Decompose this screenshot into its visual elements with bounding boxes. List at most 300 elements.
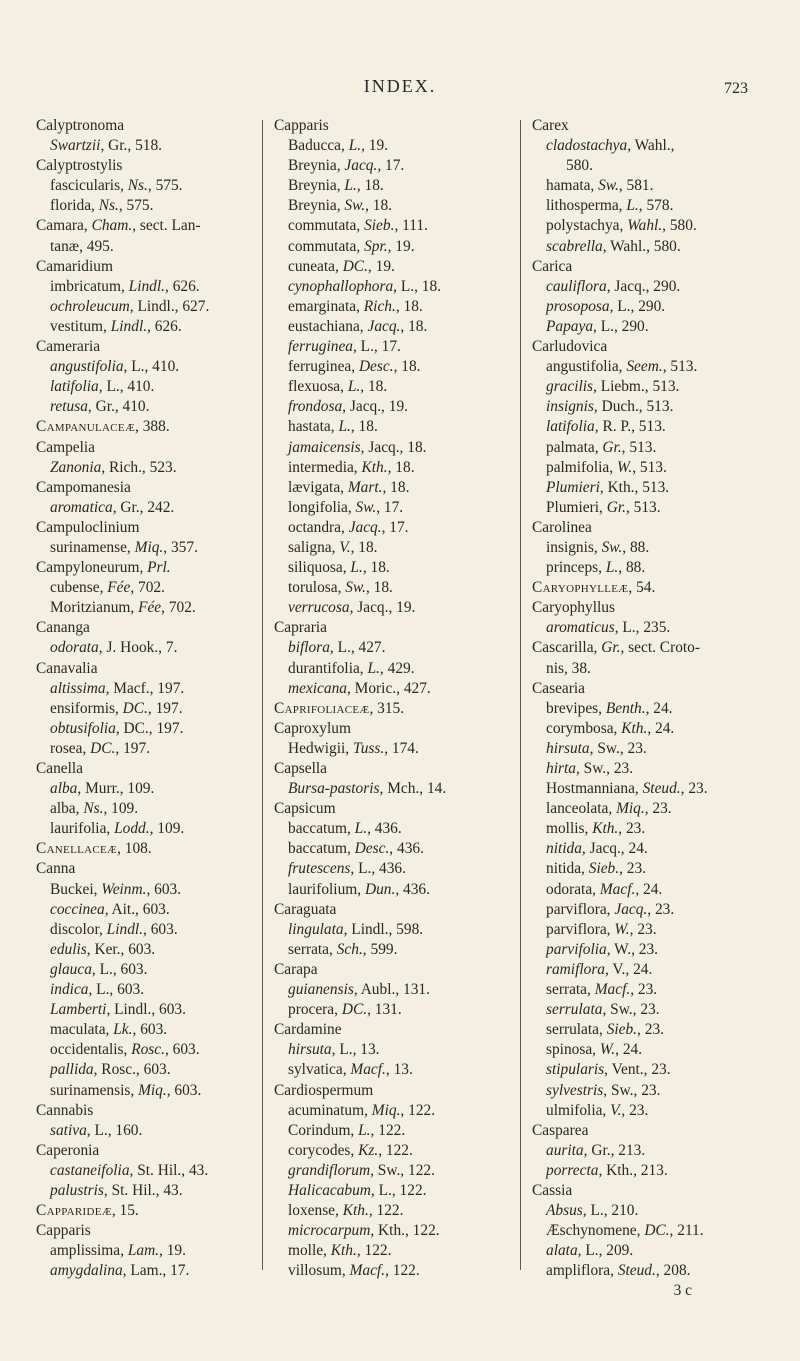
entry-text: , 13. [385, 1061, 413, 1079]
entry-text: maculata, [50, 1021, 114, 1039]
entry-text: , 19. [159, 1242, 186, 1260]
index-subentry [532, 719, 772, 739]
entry-text: , 23. [619, 860, 647, 878]
entry-text: , 23. [629, 920, 657, 938]
entry-text: , 513. [662, 358, 698, 376]
italic-text: Ns. [83, 800, 104, 818]
italic-text: castaneifolia [50, 1161, 130, 1179]
entry-text: sylvatica, [288, 1061, 351, 1079]
entry-text: , 122. [385, 1262, 420, 1280]
entry-text: , W., 23. [606, 940, 659, 958]
italic-text: Fée [138, 599, 162, 617]
italic-text: Lindl. [110, 317, 148, 335]
index-subentry [532, 618, 772, 638]
index-subentry [274, 558, 522, 578]
index-subentry [532, 196, 772, 216]
entry-text: , Jacq., 19. [349, 599, 416, 617]
italic-text: porrecta [546, 1161, 599, 1179]
entry-text: , 436. [389, 840, 424, 858]
entry-text: 3 c [673, 1282, 692, 1300]
entry-text: loxense, [288, 1202, 343, 1220]
index-subentry [36, 1000, 276, 1020]
index-subentry [274, 216, 522, 236]
entry-text: , 122. [400, 1101, 436, 1119]
entry-text: , 702. [130, 579, 165, 597]
family-name: Caprifoliaceæ [274, 699, 370, 717]
index-subentry [274, 1121, 522, 1141]
italic-text: Rich. [363, 297, 396, 315]
entry-text: durantifolia, [288, 659, 368, 677]
entry-text: , L., 17. [352, 338, 401, 356]
entry-text: , Lindl., 603. [106, 1001, 186, 1019]
entry-text: ampliflora, [546, 1262, 618, 1280]
entry-text: , 109. [103, 800, 139, 818]
italic-text: L. [348, 137, 362, 155]
index-subentry [36, 699, 276, 719]
entry-text: , 19. [387, 237, 415, 255]
index-entry-heading [532, 1121, 772, 1141]
entry-text: Hostmanniana, [546, 780, 643, 798]
index-entry-heading [36, 618, 276, 638]
entry-text: , 23. [680, 780, 708, 798]
entry-text: , 24. [615, 1041, 643, 1059]
entry-text: spinosa, [546, 1041, 600, 1059]
italic-text: Seem. [626, 358, 663, 376]
entry-text: baccatum, [288, 840, 355, 858]
italic-text: Gr. [606, 498, 626, 516]
italic-text: Lindl. [106, 920, 144, 938]
entry-text: , L., 122. [370, 1181, 427, 1199]
index-subentry [36, 357, 276, 377]
family-name: Caryophylleæ [532, 579, 629, 597]
index-subentry [532, 1081, 772, 1101]
index-subentry [36, 1121, 276, 1141]
entry-text: , L., 603. [91, 960, 148, 978]
index-subentry [532, 819, 772, 839]
index-subentry [274, 859, 522, 879]
index-subentry [274, 779, 522, 799]
entry-text: , Kth., 513. [599, 478, 670, 496]
entry-text: , 603. [132, 1021, 168, 1039]
entry-text: cubense, [50, 579, 108, 597]
italic-text: hirsuta [288, 1041, 332, 1059]
index-subentry [36, 277, 276, 297]
index-subentry [532, 1221, 772, 1241]
entry-text: baccatum, [288, 820, 355, 838]
index-subentry [36, 779, 276, 799]
italic-text: biflora [288, 639, 330, 657]
italic-text: Ns. [98, 197, 119, 215]
italic-text: Miq. [134, 538, 164, 556]
index-entry-heading [36, 337, 276, 357]
entry-text: , sect. Croto- [620, 639, 700, 657]
italic-text: L. [626, 197, 639, 215]
index-subentry [36, 317, 276, 337]
italic-text: Jacq. [614, 900, 648, 918]
index-subentry [532, 176, 772, 196]
index-subentry [274, 377, 522, 397]
entry-text: , Rich., 523. [101, 458, 177, 476]
index-subentry [36, 196, 276, 216]
italic-text: Sw. [355, 498, 377, 516]
italic-text: amygdalina [50, 1262, 123, 1280]
index-subentry [36, 900, 276, 920]
entry-text: , sect. Lan- [132, 217, 201, 235]
entry-text: , 575. [118, 197, 154, 215]
index-subentry [532, 1020, 772, 1040]
entry-text: , Vent., 23. [604, 1061, 671, 1079]
entry-text: , 18. [382, 478, 410, 496]
entry-text: Casearia [532, 679, 585, 697]
entry-text: , Lindl., 627. [129, 297, 210, 315]
italic-text: Cham. [91, 217, 133, 235]
italic-text: Zanonia [50, 458, 102, 476]
index-subentry [532, 498, 772, 518]
entry-text: , 18. [400, 317, 428, 335]
italic-text: hirta [546, 760, 576, 777]
index-subentry [36, 819, 276, 839]
entry-text: , L., 235. [614, 619, 671, 637]
entry-text: , 208. [655, 1262, 691, 1280]
index-subentry [36, 980, 276, 1000]
index-subentry [274, 659, 522, 679]
entry-text: , Ker., 603. [86, 940, 156, 958]
index-subentry [36, 397, 276, 417]
entry-text: nitida, [546, 860, 589, 878]
entry-text: Camaridium [36, 257, 113, 275]
index-subentry [274, 337, 522, 357]
italic-text: Spr. [364, 237, 388, 255]
entry-text: , Gr., 518. [100, 137, 163, 155]
entry-text: emarginata, [288, 297, 364, 315]
entry-text: , 603. [146, 880, 182, 898]
entry-text: , Ait., 603. [104, 900, 170, 918]
index-entry-heading [274, 1020, 522, 1040]
index-subentry [532, 1241, 772, 1261]
italic-text: L. [344, 177, 357, 195]
entry-text: , L., 18. [393, 277, 442, 295]
index-subentry [532, 940, 772, 960]
index-subentry [36, 237, 276, 257]
entry-text: , L., 290. [609, 297, 666, 315]
index-subentry [532, 1261, 772, 1281]
entry-text: parviflora, [546, 920, 615, 938]
italic-text: Gr. [601, 639, 621, 657]
entry-text: , 122. [368, 1202, 404, 1220]
index-subentry [532, 1101, 772, 1121]
italic-text: Macf. [594, 981, 631, 999]
index-entry-heading [36, 1201, 276, 1221]
italic-text: frutescens [288, 860, 351, 878]
italic-text: DC. [342, 257, 368, 275]
index-subentry [532, 357, 772, 377]
entry-text: Camara, [36, 217, 92, 235]
italic-text: aromatica [50, 498, 113, 516]
entry-text: Breynia, [288, 197, 345, 215]
italic-text: glauca [50, 960, 92, 978]
entry-text: , 17. [376, 498, 404, 516]
italic-text: Sch. [336, 940, 363, 958]
italic-text: indica [50, 981, 89, 999]
index-subentry [274, 478, 522, 498]
italic-text: Ns. [127, 177, 148, 195]
entry-text: , L., 210. [582, 1202, 639, 1220]
italic-text: cladostachya [546, 137, 628, 155]
italic-text: lingulata [288, 920, 344, 938]
entry-text: , 575. [147, 177, 183, 195]
index-subentry [274, 598, 522, 618]
index-subentry [274, 397, 522, 417]
italic-text: Sieb. [606, 1021, 638, 1039]
entry-text: , 122. [378, 1141, 413, 1159]
entry-text: Caryophyllus [532, 599, 615, 617]
entry-text: , Aubl., 131. [353, 981, 430, 999]
entry-text: , Gr., 410. [87, 398, 150, 416]
index-entry-heading [36, 478, 276, 498]
index-subentry [36, 458, 276, 478]
entry-text: Æschynomene, [546, 1222, 645, 1240]
entry-text: , 122. [370, 1121, 406, 1139]
index-entry-heading [36, 216, 276, 236]
entry-text: , St. Hil., 43. [103, 1181, 183, 1199]
index-entry-heading [532, 337, 772, 357]
index-subentry [36, 297, 276, 317]
index-subentry [532, 297, 772, 317]
italic-text: altissima [50, 679, 106, 697]
index-subentry [532, 839, 772, 859]
index-subentry [532, 1040, 772, 1060]
italic-text: Prl. [147, 559, 171, 577]
entry-text: , V., 24. [605, 960, 653, 978]
entry-text: Capparis [36, 1222, 91, 1240]
entry-text: fascicularis, [50, 177, 128, 195]
index-subentry [532, 900, 772, 920]
index-subentry [532, 136, 772, 156]
entry-text: , Wahl., [627, 137, 675, 155]
index-subentry [36, 638, 276, 658]
entry-text: , Murr., 109. [77, 780, 155, 798]
italic-text: edulis [50, 940, 87, 958]
entry-text: , 131. [367, 1001, 402, 1019]
italic-text: L. [358, 1121, 371, 1139]
italic-text: latifolia [546, 418, 595, 436]
italic-text: hirsuta [546, 739, 590, 757]
entry-text: Capsicum [274, 800, 336, 818]
entry-text: eustachiana, [288, 317, 368, 335]
entry-text: , Sw., 23. [589, 739, 647, 757]
italic-text: sativa [50, 1121, 87, 1139]
index-entry-heading [532, 598, 772, 618]
entry-text: Hedwigii, [288, 739, 353, 757]
italic-text: cynophallophora [288, 277, 394, 295]
italic-text: L. [350, 559, 363, 577]
index-subentry [274, 638, 522, 658]
entry-text: commutata, [288, 237, 365, 255]
entry-text: Capparis [274, 117, 329, 134]
entry-text: , 23. [647, 900, 675, 918]
index-entry-heading [36, 417, 276, 437]
italic-text: aromaticus [546, 619, 615, 637]
entry-text: , Macf., 197. [105, 679, 185, 697]
entry-text: , L., 603. [88, 981, 145, 999]
entry-text: nis, 38. [546, 659, 591, 677]
entry-text: , 19. [361, 137, 389, 155]
italic-text: jamaicensis [288, 438, 361, 456]
italic-text: Macf. [599, 880, 636, 898]
entry-text: , Jacq., 19. [342, 398, 408, 416]
family-name: Campanulaceæ [36, 418, 136, 436]
entry-text: intermedia, [288, 458, 362, 476]
index-entry-heading [532, 257, 772, 277]
entry-text: , 54. [628, 579, 656, 597]
entry-text: , 88. [622, 538, 650, 556]
entry-text: , Gr., 213. [583, 1141, 646, 1159]
entry-text: , 197. [147, 699, 183, 717]
index-entry-heading [36, 759, 276, 779]
index-subentry [36, 1081, 276, 1101]
index-entry-heading [36, 1141, 276, 1161]
entry-text: saligna, [288, 538, 340, 556]
index-subentry [532, 859, 772, 879]
entry-text: , 580. [662, 217, 697, 235]
entry-text: commutata, [288, 217, 365, 235]
index-entry-heading [36, 438, 276, 458]
index-subentry [36, 1040, 276, 1060]
entry-text: tanæ, 495. [50, 237, 114, 255]
entry-text: octandra, [288, 518, 349, 536]
entry-text: laurifolia, [50, 820, 115, 838]
index-subentry [532, 779, 772, 799]
italic-text: Kz. [358, 1141, 379, 1159]
entry-text: , J. Hook., 7. [98, 639, 178, 657]
page-number: 723 [724, 80, 748, 97]
italic-text: Jacq. [344, 157, 378, 175]
index-subentry [274, 920, 522, 940]
index-subentry [274, 357, 522, 377]
entry-text: , 174. [384, 739, 419, 757]
index-entry-heading [36, 859, 276, 879]
index-subentry [274, 1000, 522, 1020]
italic-text: Macf. [349, 1262, 386, 1280]
entry-text: , 18. [365, 197, 393, 215]
entry-text: , 23. [621, 1101, 649, 1119]
entry-text: Cannabis [36, 1101, 94, 1119]
entry-text: , 24. [645, 699, 673, 717]
entry-text: , 603. [166, 1081, 202, 1099]
italic-text: palustris [50, 1181, 104, 1199]
italic-text: Lam. [127, 1242, 160, 1260]
index-subentry [36, 1161, 276, 1181]
entry-text: serrata, [546, 981, 595, 999]
entry-text: amplissima, [50, 1242, 128, 1260]
entry-text: Carolinea [532, 518, 592, 536]
entry-text: , 513. [621, 438, 657, 456]
index-entry-heading [532, 638, 772, 658]
index-entry-heading [36, 518, 276, 538]
entry-text: , L., 290. [593, 317, 649, 335]
entry-text: lithosperma, [546, 197, 627, 215]
italic-text: Sieb. [364, 217, 395, 235]
index-subentry [532, 538, 772, 558]
entry-text: , L., 209. [577, 1242, 634, 1260]
italic-text: DC. [341, 1001, 368, 1019]
index-entry-heading [274, 699, 522, 719]
index-subentry [36, 1181, 276, 1201]
entry-text: , 17. [377, 157, 405, 175]
entry-text: rosea, [50, 739, 91, 757]
italic-text: V. [610, 1101, 622, 1119]
entry-text: Breynia, [288, 177, 345, 195]
index-subentry [36, 176, 276, 196]
entry-text: villosum, [288, 1262, 350, 1280]
index-subentry [274, 518, 522, 538]
entry-text: , 599. [362, 940, 398, 958]
italic-text: alba [50, 780, 78, 798]
entry-text: Carapa [274, 960, 318, 978]
italic-text: angustifolia [50, 358, 124, 376]
italic-text: gracilis [546, 378, 594, 396]
index-subentry [532, 417, 772, 437]
entry-text: , 18. [393, 358, 421, 376]
italic-text: Swartzii [50, 137, 101, 155]
entry-text: Caraguata [274, 900, 337, 918]
entry-text: surinamensis, [50, 1081, 139, 1099]
italic-text: Halicacabum [288, 1181, 371, 1199]
index-subentry [36, 377, 276, 397]
italic-text: Kth. [361, 458, 388, 476]
entry-text: , 18. [350, 418, 378, 436]
entry-text: , 15. [111, 1202, 139, 1220]
index-subentry [274, 1101, 522, 1121]
italic-text: Lamberti [50, 1001, 107, 1019]
entry-text: , 18. [362, 559, 390, 577]
italic-text: Lk. [113, 1021, 133, 1039]
italic-text: Absus [546, 1202, 583, 1220]
index-subentry [532, 478, 772, 498]
index-subentry [274, 819, 522, 839]
entry-text: , L., 160. [86, 1121, 143, 1139]
index-subentry [36, 799, 276, 819]
entry-text: Capsella [274, 760, 327, 777]
entry-text: procera, [288, 1001, 342, 1019]
entry-text: Canna [36, 860, 76, 878]
entry-text: occidentalis, [50, 1041, 132, 1059]
entry-text: , Liebm., 513. [593, 378, 680, 396]
italic-text: Miq. [371, 1101, 401, 1119]
italic-text: Sw. [598, 177, 619, 195]
entry-text: , Sw., 23. [575, 760, 634, 777]
italic-text: ramiflora [546, 960, 606, 978]
entry-text: , Duch., 513. [593, 398, 674, 416]
index-subentry [274, 679, 522, 699]
italic-text: Desc. [354, 840, 390, 858]
italic-text: Mart. [347, 478, 383, 496]
entry-text: , 626. [147, 317, 182, 335]
entry-text: angustifolia, [546, 358, 627, 376]
entry-text: Plumieri, [546, 498, 607, 516]
entry-text: , 23. [618, 820, 646, 838]
entry-text: , St. Hil., 43. [129, 1161, 209, 1179]
entry-text: Campuloclinium [36, 518, 140, 536]
entry-text: Calyptronoma [36, 117, 125, 134]
italic-text: aurita [546, 1141, 584, 1159]
entry-text: Cananga [36, 619, 90, 637]
entry-text: Caproxylum [274, 719, 351, 737]
index-column-1 [36, 116, 276, 1281]
index-entry-heading [36, 116, 276, 136]
italic-text: Gr. [602, 438, 622, 456]
entry-text: hastata, [288, 418, 339, 436]
